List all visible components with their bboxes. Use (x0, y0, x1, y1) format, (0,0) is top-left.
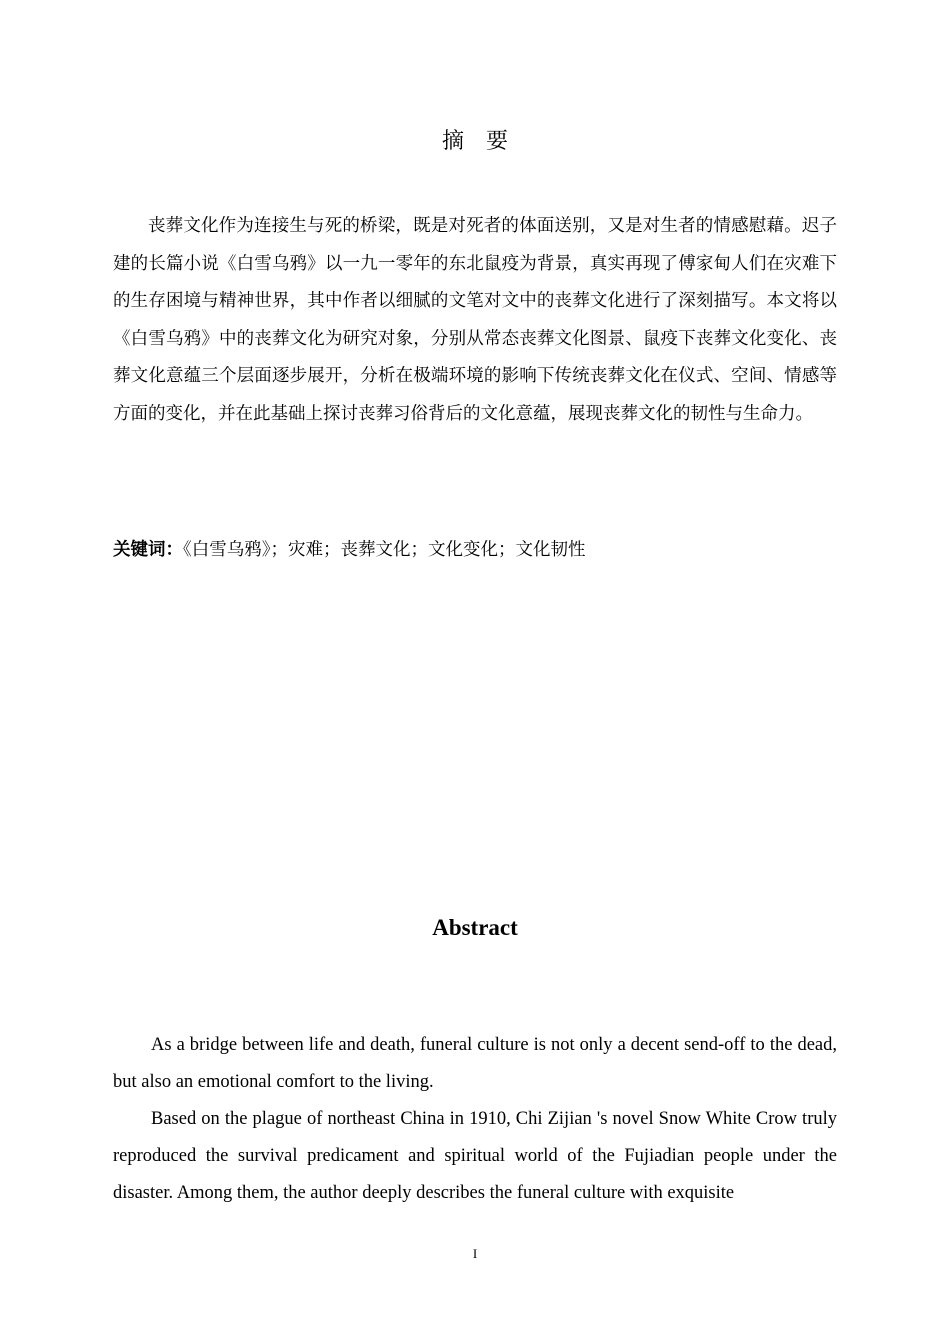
keywords-label: 关键词： (113, 540, 183, 560)
page-number: I (472, 1246, 478, 1261)
chinese-keywords (113, 532, 586, 570)
chinese-abstract-body: 丧葬文化作为连接生与死的桥梁，既是对死者的体面送别，又是对生者的情感慰藉。迟子建的长篇小说《白雪乌鸦》以一九一零年的东北鼠疫为背景，真实再现了傅家甸人们在灾难下的生存困境与精神世界，其中作者以细腻的文笔对文中的丧葬文化进行了深刻描写。本文将以《白雪乌鸦》中的丧葬文化为研究对象，分别从常态丧葬文化图景、鼠疫下丧葬文化变化、丧葬文化意蕴三个层面逐步展开，分析在极端环境的影响下传统丧葬文化在仪式、空间、情感等方面的变化，并在此基础上探讨丧葬习俗背后的文化意蕴，展现丧葬文化的韧性与生命力。 (113, 216, 837, 424)
english-abstract-paragraph-1: As a bridge between life and death, funeral culture is not only a decent send-off to the dead, but also an emotional comfort to the living. (113, 1035, 837, 1093)
keywords-list: 《白雪乌鸦》；灾难；丧葬文化；文化变化；文化韧性 (183, 540, 586, 560)
english-abstract-title: Abstract (432, 915, 518, 940)
english-abstract-paragraph-2: Based on the plague of northeast China in 1910, Chi Zijian 's novel Snow White Crow truly reproduced the survival predicament and spiritual world of the Fujiadian people under the disaster. Among them, the author deeply describes the funeral culture with exquisite (113, 1109, 837, 1204)
chinese-abstract-title: 摘 要 (441, 129, 508, 154)
